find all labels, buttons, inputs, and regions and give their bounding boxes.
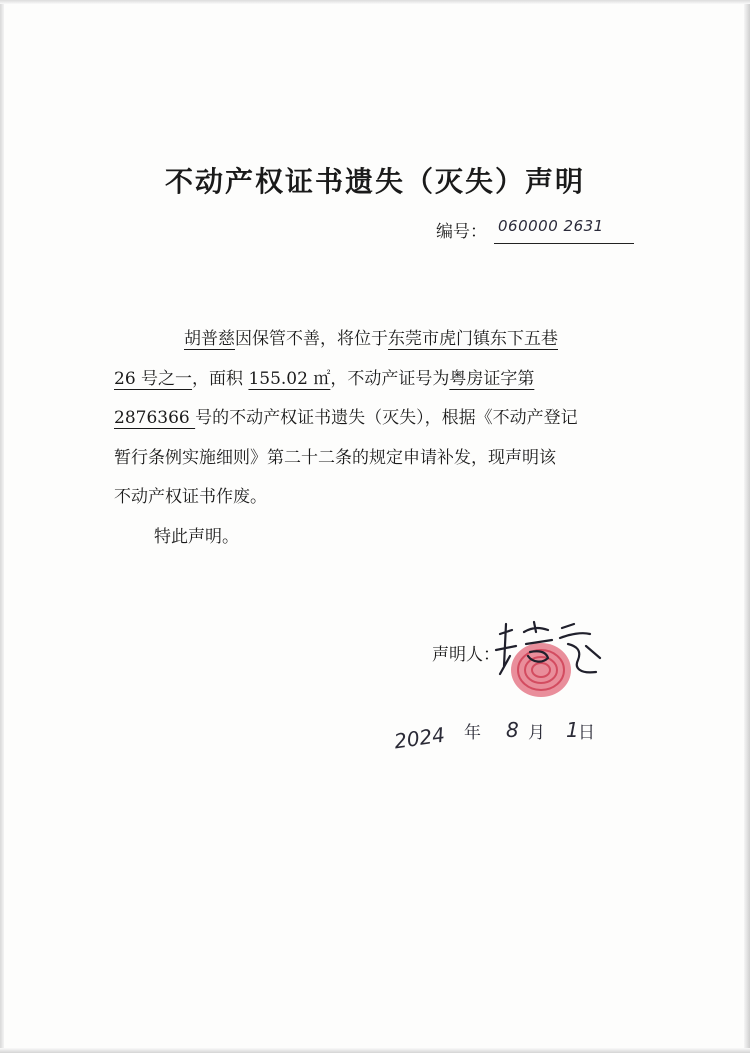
text-2: ，面积 [192, 368, 249, 389]
date-year-char: 年 [464, 723, 481, 743]
text-6: 不动产权证书作废。 [114, 487, 267, 507]
cert-number: 2876366 [114, 408, 196, 428]
area-value: 155.02 ㎡ [248, 368, 331, 389]
declarant-label: 声明人： [432, 645, 500, 665]
text-3: ，不动产证号为 [330, 368, 450, 389]
text-1: 因保管不善，将位于 [235, 329, 388, 349]
paragraph-line-5 [114, 478, 674, 518]
handwritten-signature [490, 616, 610, 686]
date-year: 2024 [392, 722, 447, 754]
date-day-char: 日 [578, 723, 595, 743]
text-5: 暂行条例实施细则》第二十二条的规定申请补发，现声明该 [114, 447, 556, 468]
cert-prefix: 粤房证字第 [449, 368, 535, 389]
document-number [436, 217, 656, 247]
text-4: 号的不动产权证书遗失（灭失），根据《不动产登记 [195, 408, 578, 428]
date-day: 1 [566, 718, 579, 742]
number-value: 060000 2631 [498, 217, 604, 235]
scan-edge-bottom [0, 1048, 750, 1053]
number-label: 编号： [436, 222, 487, 242]
paragraph-line-3 [114, 399, 674, 439]
document-title: 不动产权证书遗失（灭失）声明 [164, 165, 585, 198]
date-month: 8 [506, 718, 519, 742]
date-month-char: 月 [528, 723, 545, 743]
owner-name: 胡普慈 [184, 329, 235, 349]
address-line-1: 东莞市虎门镇东下五巷 [388, 329, 558, 349]
scan-edge-right [744, 0, 750, 1053]
paragraph-line-1 [114, 320, 674, 360]
address-line-2: 26 号之一 [114, 368, 193, 389]
closing-statement: 特此声明。 [154, 526, 239, 547]
paragraph-line-2 [114, 360, 674, 400]
scan-edge-left [0, 0, 4, 1053]
paragraph-line-4 [114, 439, 674, 479]
scan-edge-top [0, 0, 750, 4]
declaration-paragraph [114, 320, 674, 557]
